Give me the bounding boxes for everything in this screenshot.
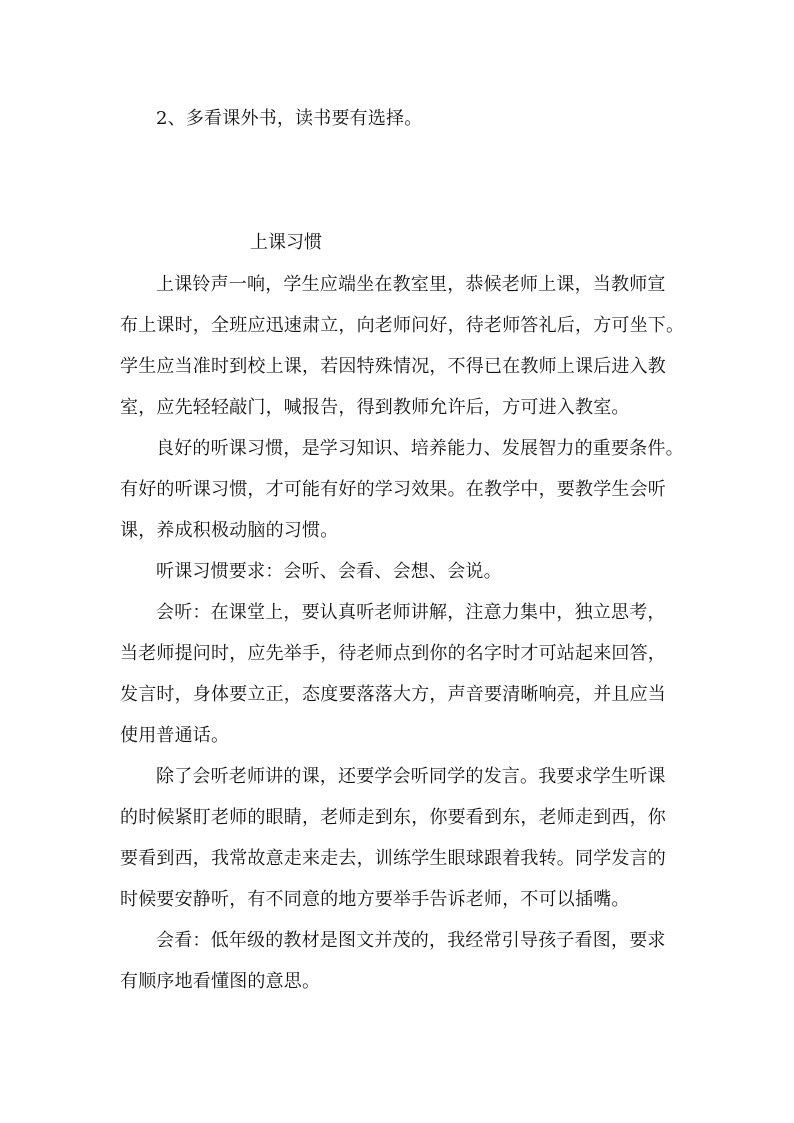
paragraph-line: 除了会听老师讲的课，还要学会听同学的发言。我要求学生听课 [156,766,666,787]
paragraph-line: 听课习惯要求：会听、会看、会想、会说。 [156,561,502,582]
paragraph-line: 上课铃声一响，学生应端坐在教室里，恭候老师上课，当教师宣 [156,274,666,295]
paragraph-line: 当老师提问时，应先举手，待老师点到你的名字时才可站起来回答， [120,643,666,664]
paragraph-line: 布上课时，全班应迅速肃立，向老师问好，待老师答礼后，方可坐下。 [120,315,685,336]
paragraph-line: 发言时，身体要立正，态度要落落大方，声音要清晰响亮，并且应当 [120,684,666,705]
paragraph-line: 要看到西，我常故意走来走去，训练学生眼球跟着我转。同学发言的 [120,848,666,869]
paragraph-line: 有好的听课习惯，才可能有好的学习效果。在教学中，要教学生会听 [120,479,666,500]
paragraph-line: 良好的听课习惯，是学习知识、培养能力、发展智力的重要条件。 [156,438,684,459]
paragraph-line: 有顺序地看懂图的意思。 [120,971,321,992]
paragraph-line: 课，养成积极动脑的习惯。 [120,520,339,541]
paragraph-line: 会听：在课堂上，要认真听老师讲解，注意力集中，独立思考， [156,602,666,623]
list-item-2: 2、多看课外书，读书要有选择。 [156,108,423,129]
section-title: 上课习惯 [250,232,322,253]
paragraph-line: 学生应当准时到校上课，若因特殊情况，不得已在教师上课后进入教 [120,356,666,377]
paragraph-line: 会看：低年级的教材是图文并茂的，我经常引导孩子看图，要求 [156,930,666,951]
paragraph-line: 使用普通话。 [120,725,230,746]
paragraph-line: 的时候紧盯老师的眼睛，老师走到东，你要看到东，老师走到西，你 [120,807,666,828]
paragraph-line: 室，应先轻轻敲门，喊报告，得到教师允许后，方可进入教室。 [120,397,630,418]
paragraph-line: 时候要安静听，有不同意的地方要举手告诉老师，不可以插嘴。 [120,889,630,910]
